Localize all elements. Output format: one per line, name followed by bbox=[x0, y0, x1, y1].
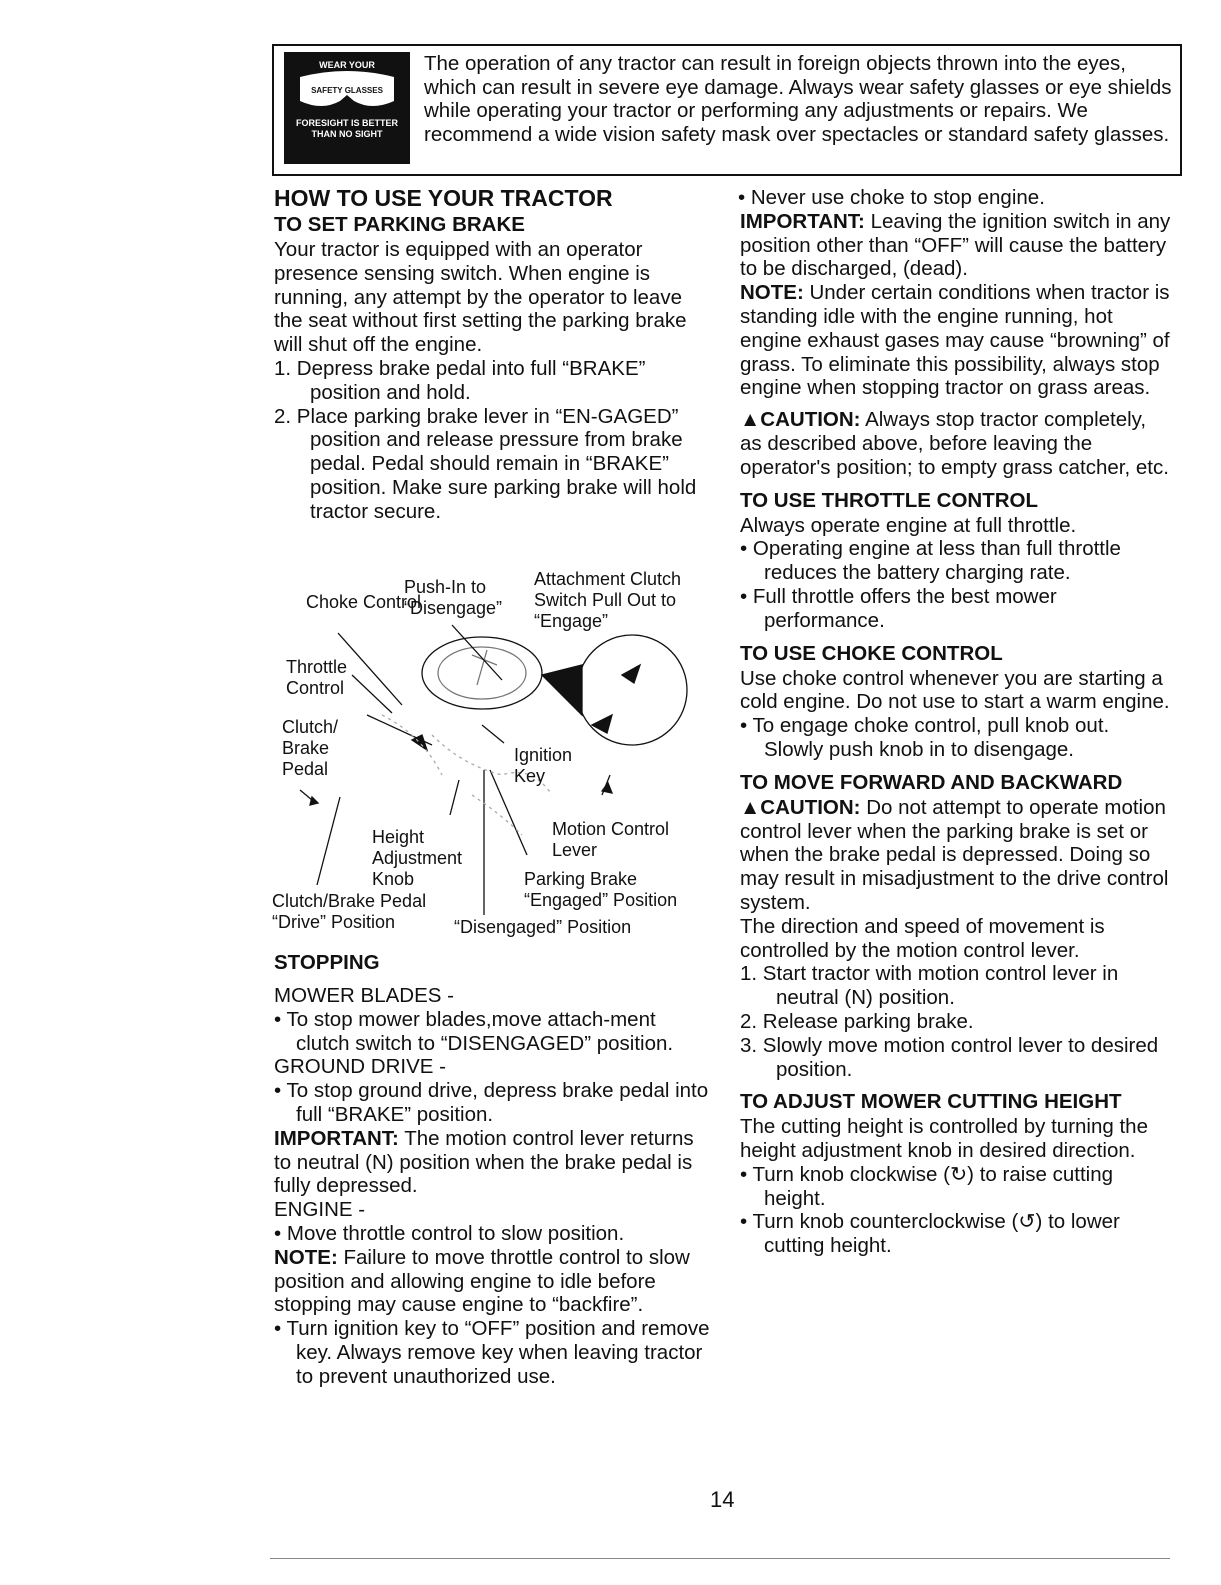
footer-rule bbox=[270, 1558, 1170, 1559]
move-caution-text: Do not attempt to operate motion control lever when the parking brake is set or when the brake pedal is depressed. Doing so may result in misadjustment to the drive control system. bbox=[740, 795, 1169, 914]
caution-text: Always stop tractor completely, as described above, before leaving the operator's position; to empty grass catcher, etc. bbox=[740, 408, 1169, 479]
move-step-2: 2. Release parking brake. bbox=[740, 1009, 974, 1033]
badge-line: THAN NO SIGHT bbox=[311, 129, 383, 139]
mower-blades-label: MOWER BLADES - bbox=[274, 984, 454, 1007]
stopping-section bbox=[274, 950, 714, 1389]
important-label: IMPORTANT: bbox=[274, 1126, 399, 1150]
height-adjustment-knob-label: Height Adjustment Knob bbox=[372, 827, 463, 889]
parking-brake-engaged-label: Parking Brake “Engaged” Position bbox=[524, 869, 678, 910]
caution-warning-icon: ▲ bbox=[740, 795, 761, 819]
badge-line: FORESIGHT IS BETTER bbox=[295, 118, 398, 128]
engine-bullet: • Move throttle control to slow position. bbox=[274, 1221, 625, 1245]
parking-step-2: 2. Place parking brake lever in “EN-GAGED” position and release pressure from brake pedal. Pedal should remain in “BRAKE” position. Make sure parking brake will hold tractor secure. bbox=[274, 404, 697, 523]
clutch-drive-position-label: Clutch/Brake Pedal “Drive” Position bbox=[272, 891, 427, 932]
parking-brake-title: TO SET PARKING BRAKE bbox=[274, 213, 525, 236]
move-step-1: 1. Start tractor with motion control lever in neutral (N) position. bbox=[740, 962, 1119, 1010]
parking-brake-intro: Your tractor is equipped with an operator presence sensing switch. When engine is running, any attempt by the operator to leave the seat without first setting the parking brake will shut off the engine. bbox=[274, 238, 687, 357]
ground-drive-bullet: • To stop ground drive, depress brake pedal into full “BRAKE” position. bbox=[274, 1079, 709, 1126]
move-title: TO MOVE FORWARD AND BACKWARD bbox=[740, 770, 1123, 794]
throttle-bullet-2: • Full throttle offers the best mower performance. bbox=[740, 584, 1057, 632]
disengaged-position-label: “Disengaged” Position bbox=[454, 917, 632, 937]
badge-line: WEAR YOUR bbox=[319, 60, 375, 70]
engine-label: ENGINE - bbox=[274, 1198, 366, 1222]
choke-control-label: Choke Control bbox=[306, 592, 422, 612]
note-label: NOTE: bbox=[274, 1245, 338, 1269]
push-in-label: Push-In to “Disengage” bbox=[404, 577, 503, 618]
badge-glasses-text: SAFETY GLASSES bbox=[311, 86, 383, 95]
right-note-paragraph bbox=[740, 281, 1172, 400]
caution-paragraph bbox=[740, 408, 1172, 479]
section-heading: HOW TO USE YOUR TRACTOR bbox=[274, 185, 613, 211]
important-text: The motion control lever returns to neutral (N) position when the brake pedal is fully depressed. bbox=[274, 1126, 694, 1198]
move-caution-label: CAUTION: bbox=[760, 795, 861, 819]
safety-glasses-badge bbox=[284, 52, 410, 164]
ignition-bullet: • Turn ignition key to “OFF” position and remove key. Always remove key when leaving tractor to prevent unauthorized use. bbox=[274, 1317, 710, 1388]
note-text: Failure to move throttle control to slow position and allowing engine to idle before stopping may cause engine to “backfire”. bbox=[274, 1245, 690, 1317]
clockwise-arrow-icon: ↻ bbox=[949, 1162, 968, 1186]
attachment-clutch-label: Attachment Clutch Switch Pull Out to “Engage” bbox=[534, 569, 682, 631]
right-important-text: Leaving the ignition switch in any position other than “OFF” will cause the battery to be discharged, (dead). bbox=[740, 209, 1171, 281]
right-note-label: NOTE: bbox=[740, 281, 804, 305]
counterclockwise-arrow-icon: ↺ bbox=[1018, 1210, 1036, 1234]
height-bullet-2-post: ) to lower cutting height. bbox=[764, 1210, 1120, 1258]
right-column bbox=[740, 186, 1172, 1258]
left-column bbox=[274, 184, 714, 524]
safety-warning-box bbox=[272, 44, 1182, 176]
height-bullet-2-pre: • Turn knob counterclockwise ( bbox=[740, 1210, 1019, 1234]
height-bullet-2 bbox=[740, 1210, 1172, 1258]
important-paragraph bbox=[274, 1127, 714, 1198]
safety-text: The operation of any tractor can result in foreign objects thrown into the eyes, which can result in severe eye damage. Always wear safety glasses or eye shields while operating your tractor or performing any adjustments or repairs. We recommend a wide vision safety mask over spectacles or standard safety glasses. bbox=[424, 52, 1172, 146]
height-intro: The cutting height is controlled by turning the height adjustment knob in desired direction. bbox=[740, 1115, 1148, 1163]
tractor-controls-diagram bbox=[272, 565, 722, 945]
page-number: 14 bbox=[710, 1487, 735, 1512]
caution-warning-icon: ▲ bbox=[740, 408, 761, 432]
choke-bullet: • Never use choke to stop engine. bbox=[738, 186, 1045, 209]
choke-intro: Use choke control whenever you are starting a cold engine. Do not use to start a warm engine. bbox=[740, 666, 1170, 714]
right-note-text: Under certain conditions when tractor is standing idle with the engine running, hot engine exhaust gases may cause “browning” of grass. To eliminate this possibility, always stop engine when stopping tractor on grass areas. bbox=[740, 281, 1170, 400]
move-step-3: 3. Slowly move motion control lever to desired position. bbox=[740, 1033, 1159, 1081]
mower-blades-bullet: • To stop mower blades,move attach-ment clutch switch to “DISENGAGED” position. bbox=[274, 1007, 674, 1055]
height-bullet-1-pre: • Turn knob clockwise ( bbox=[740, 1162, 950, 1186]
ignition-key-label: Ignition Key bbox=[514, 745, 573, 786]
choke-control-bullet: • To engage choke control, pull knob out. Slowly push knob in to disengage. bbox=[740, 714, 1110, 761]
height-bullet-1-post: ) to raise cutting height. bbox=[764, 1162, 1114, 1210]
stopping-title: STOPPING bbox=[274, 951, 380, 974]
move-intro: The direction and speed of movement is controlled by the motion control lever. bbox=[740, 914, 1105, 962]
note-paragraph bbox=[274, 1246, 714, 1317]
right-important-paragraph bbox=[740, 210, 1172, 281]
throttle-title: TO USE THROTTLE CONTROL bbox=[740, 488, 1039, 512]
right-important-label: IMPORTANT: bbox=[740, 209, 865, 233]
clutch-brake-pedal-label: Clutch/ Brake Pedal bbox=[282, 717, 339, 779]
safety-glasses-icon bbox=[292, 71, 402, 115]
move-caution-paragraph bbox=[740, 796, 1172, 915]
throttle-bullet-1: • Operating engine at less than full throttle reduces the battery charging rate. bbox=[740, 537, 1121, 585]
parking-step-1: 1. Depress brake pedal into full “BRAKE” position and hold. bbox=[274, 356, 646, 404]
throttle-intro: Always operate engine at full throttle. bbox=[740, 513, 1077, 537]
caution-label: CAUTION: bbox=[760, 408, 861, 432]
ground-drive-label: GROUND DRIVE - bbox=[274, 1055, 446, 1079]
motion-control-lever-label: Motion Control Lever bbox=[552, 819, 670, 860]
choke-title: TO USE CHOKE CONTROL bbox=[740, 641, 1003, 665]
height-bullet-1 bbox=[740, 1163, 1172, 1211]
throttle-control-label: Throttle Control bbox=[286, 657, 348, 698]
height-title: TO ADJUST MOWER CUTTING HEIGHT bbox=[740, 1090, 1122, 1114]
